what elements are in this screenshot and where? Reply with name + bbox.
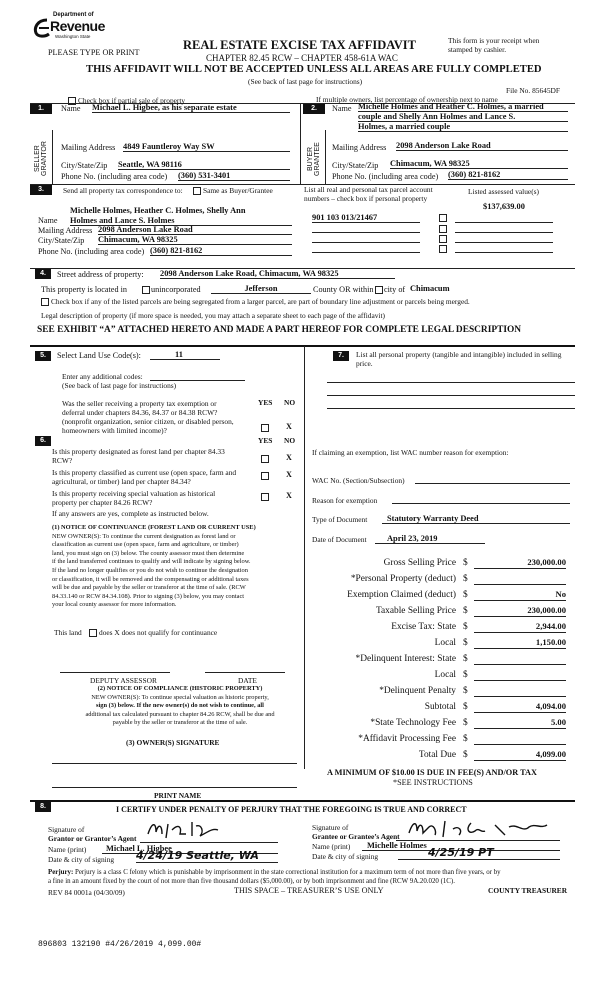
unincorporated-checkbox[interactable] (142, 286, 150, 294)
segregated-checkbox[interactable] (41, 298, 49, 306)
grantee-sig-label-2: Grantee or Grantee’s Agent (312, 832, 400, 841)
city-of-label: city of (384, 285, 406, 294)
form-revision: REV 84 0001a (04/30/09) (48, 888, 125, 897)
grantor-sig-label-1: Signature of (48, 825, 85, 834)
personal-property-checkbox-1[interactable] (439, 214, 447, 222)
tax-line-label: *Personal Property (deduct) (350, 574, 456, 584)
exemption-yes-checkbox[interactable] (261, 424, 269, 432)
qualify-checkbox[interactable] (89, 629, 97, 637)
street-address[interactable]: 2098 Anderson Lake Road, Chimacum, WA 98325 (160, 269, 395, 279)
seller-name[interactable]: Michael L. Higbee, as his separate estate (92, 103, 290, 113)
historic-q-line1: Is this property receiving special valuation as historical (52, 489, 216, 498)
treasurer-space: THIS SPACE – TREASURER’S USE ONLY (234, 886, 384, 895)
currency-sign: $ (463, 718, 468, 728)
certify-statement: I CERTIFY UNDER PENALTY OF PERJURY THAT THE FOREGOING IS TRUE AND CORRECT (116, 805, 467, 814)
notice-compliance (60, 685, 300, 728)
file-number: File No. 85645DF (506, 86, 560, 95)
multi-owners-note: If multiple owners, list percentage of ownership next to name (316, 95, 498, 104)
owner-signature-label: (3) OWNER(S) SIGNATURE (126, 738, 220, 747)
historic-q-line2: property per chapter 84.26 RCW? (52, 498, 153, 507)
tax-corr-name-label: Name (38, 216, 58, 225)
receipt-note: This form is your receipt when stamped by cashier. (448, 36, 540, 54)
nc-line9: your local county assessor for more information. (52, 601, 177, 609)
nc-line3: land, you must sign on (3) below. The county assessor must then determine (52, 549, 245, 557)
notice-continuance (52, 524, 256, 610)
tax-line-value[interactable]: 1,150.00 (474, 637, 566, 649)
seller-phone-label: Phone No. (including area code) (61, 172, 168, 181)
tax-line-label: *Delinquent Interest: State (355, 654, 456, 664)
buyer-name-line3[interactable]: Holmes, a married couple (358, 122, 568, 132)
buyer-mail-label: Mailing Address (332, 143, 387, 152)
exhibit-reference: SEE EXHIBIT “A” ATTACHED HERETO AND MADE A PART HEREOF FOR COMPLETE LEGAL DESCRIPTION (37, 325, 522, 335)
perjury-notice (48, 868, 501, 886)
tax-corr-city-label: City/State/Zip (38, 236, 85, 245)
currency-sign: $ (463, 574, 468, 584)
tax-line-value[interactable]: 4,099.00 (474, 749, 566, 761)
partial-sale-label: Check box if partial sale of property (78, 96, 186, 105)
revenue-logo-icon (33, 18, 51, 38)
county-or-label: County OR within (313, 285, 374, 294)
sec5-no-header: NO (284, 398, 296, 407)
tax-line-value[interactable]: 2,944.00 (474, 621, 566, 633)
minimum-due: A MINIMUM OF $10.00 IS DUE IN FEE(S) AND/OR TAX (327, 768, 538, 777)
see-back: (See back of last page for instructions) (248, 77, 363, 86)
city-checkbox[interactable] (375, 286, 383, 294)
seller-side-label: SELLER GRANTOR (34, 141, 48, 177)
exemption-no-mark[interactable]: X (286, 422, 292, 431)
forest-q-line1: Is this property designated as forest land per chapter 84.33 (52, 447, 225, 456)
assessed-value[interactable]: $137,639.00 (483, 202, 525, 211)
document-type-label: Type of Document (312, 515, 368, 524)
qualify-label: does X does not qualify for continuance (99, 628, 218, 637)
this-land-label: This land (54, 628, 82, 637)
seller-phone[interactable]: (360) 531-3401 (178, 171, 290, 181)
grantor-sig-label-2: Grantor or Grantor’s Agent (48, 834, 137, 843)
buyer-phone[interactable]: (360) 821-8162 (448, 170, 568, 180)
parcel-number[interactable]: 901 103 013/21467 (312, 213, 420, 223)
tax-corr-name-line2[interactable]: Holmes and Lance S. Holmes (70, 216, 292, 226)
hist-line1: NEW OWNER(S): To continue special valuation as historic property, (91, 693, 269, 701)
tax-corr-name-line1[interactable]: Michelle Holmes, Heather C. Holmes, Shelly Ann (70, 206, 246, 215)
currency-sign: $ (463, 734, 468, 744)
print-name-label: PRINT NAME (154, 791, 202, 800)
buyer-name-line2[interactable]: couple and Shelly Ann Holmes and Lance S. (358, 112, 568, 122)
tax-line-label: *State Technology Fee (370, 718, 456, 728)
hist-line3: additional tax calculated pursuant to chapter 84.26 RCW, shall be due and (85, 710, 275, 718)
tax-line-value[interactable] (474, 733, 566, 745)
tax-line-label: Taxable Selling Price (375, 606, 456, 616)
unincorporated-label: unincorporated (151, 285, 201, 294)
current-use-no-mark[interactable]: X (286, 470, 292, 479)
tax-line-value[interactable]: 4,094.00 (474, 701, 566, 713)
land-use-label: Select Land Use Code(s): (57, 351, 141, 360)
segregated-label: Check box if any of the listed parcels are being segregated from a larger parcel, are part of boundary line adjustment or parcels being merged. (51, 297, 470, 306)
currency-sign: $ (463, 670, 468, 680)
tax-line-label: *Affidavit Processing Fee (358, 734, 456, 744)
additional-codes-see-back: (See back of last page for instructions) (62, 381, 177, 390)
nc-line1: NEW OWNER(S): To continue the current designation as forest land or (52, 532, 236, 540)
parcels-label: List all real and personal tax parcel account numbers – check box if personal property (304, 185, 433, 203)
buyer-name-label: Name (332, 104, 352, 113)
nc-line7: will be due and payable by the seller or transferor at the time of sale. (RCW (52, 584, 246, 592)
hist-title: (2) NOTICE OF COMPLIANCE (HISTORIC PROPERTY) (97, 685, 263, 692)
city-name[interactable]: Chimacum (410, 284, 450, 293)
section-2-number: 2. (303, 104, 325, 114)
tax-corr-label: Send all property tax correspondence to: (63, 186, 183, 195)
forest-question (52, 447, 225, 465)
seller-mail[interactable]: 4849 Fauntleroy Way SW (123, 142, 290, 152)
forest-no-mark[interactable]: X (286, 453, 292, 462)
see-instructions: *SEE INSTRUCTIONS (393, 778, 473, 787)
revenue-logo (33, 12, 103, 42)
document-date[interactable]: April 23, 2019 (375, 534, 485, 544)
tax-corr-phone[interactable]: (360) 821-8162 (150, 246, 292, 256)
hist-line4: payable by the seller or transferor at the time of sale. (112, 719, 248, 727)
nc-line6: or classification, it will be removed and the compensating or additional taxes (52, 575, 249, 583)
logo-dept: Department of (53, 12, 94, 18)
current-use-question (52, 468, 236, 486)
seller-mail-label: Mailing Address (61, 143, 116, 152)
buyer-side-label: BUYER GRANTEE (307, 142, 321, 176)
tax-line-label: Excise Tax: State (391, 622, 456, 632)
tax-corr-phone-label: Phone No. (including area code) (38, 247, 145, 256)
tax-line-label: Total Due (418, 750, 456, 760)
nc-line4: if the land transferred continues to qualify and will indicate by signing below. (52, 558, 251, 566)
form-warning: THIS AFFIDAVIT WILL NOT BE ACCEPTED UNLESS ALL AREAS ARE FULLY COMPLETED (86, 64, 542, 75)
deputy-date-label: DATE (238, 676, 257, 685)
grantor-date-city[interactable]: 4/24/19 Seattle, WA (136, 849, 278, 863)
seller-city[interactable]: Seattle, WA 98116 (118, 160, 290, 170)
tax-line-value[interactable] (474, 669, 566, 681)
exemption-q-line3: (nonprofit organization, senior citizen, or disabled person, (62, 417, 234, 426)
buyer-city-label: City/State/Zip (332, 161, 379, 170)
currency-sign: $ (463, 654, 468, 664)
deputy-assessor-label: DEPUTY ASSESSOR (90, 676, 157, 685)
form-chapter: CHAPTER 82.45 RCW – CHAPTER 458-61A WAC (206, 53, 398, 63)
section-8-number: 8. (35, 802, 51, 812)
grantee-sig-label-1: Signature of (312, 823, 349, 832)
exemption-question (62, 399, 234, 435)
tax-corr-mail[interactable]: 2098 Anderson Lake Road (98, 225, 292, 235)
seller-city-label: City/State/Zip (61, 161, 108, 170)
personal-property-checkbox-3[interactable] (439, 235, 447, 243)
tax-line-value[interactable]: 230,000.00 (474, 605, 566, 617)
nc-title: (1) NOTICE OF CONTINUANCE (FOREST LAND OR CURRENT USE) (52, 524, 256, 531)
if-yes-note: If any answers are yes, complete as instructed below. (52, 509, 209, 518)
historic-no-mark[interactable]: X (286, 491, 292, 500)
grantor-date-label: Date & city of signing (48, 855, 115, 864)
sec6-no-header: NO (284, 436, 296, 445)
historic-yes-checkbox[interactable] (261, 493, 269, 501)
perjury-bold: Perjury: (48, 869, 74, 876)
tax-line-label: Exemption Claimed (deduct) (347, 590, 456, 600)
currency-sign: $ (463, 622, 468, 632)
currency-sign: $ (463, 686, 468, 696)
forest-q-line2: RCW? (52, 456, 73, 465)
current-use-yes-checkbox[interactable] (261, 472, 269, 480)
buyer-phone-label: Phone No. (including area code) (332, 172, 439, 181)
tax-line-value[interactable]: 5.00 (474, 717, 566, 729)
current-use-q-line1: Is this property classified as current use (open space, farm and (52, 468, 237, 477)
sec5-yes-header: YES (258, 398, 273, 407)
legal-description-label: Legal description of property (if more space is needed, you may attach a separate sheet to each page of the affidavit) (41, 311, 385, 320)
logo-name: Revenue (50, 18, 105, 34)
tax-line-value[interactable]: 230,000.00 (474, 557, 566, 569)
wac-number-label: WAC No. (Section/Subsection) (312, 476, 405, 485)
please-type: PLEASE TYPE OR PRINT (48, 48, 140, 57)
exemption-wac-label: If claiming an exemption, list WAC number reason for exemption: (312, 448, 509, 457)
exemption-reason-label: Reason for exemption (312, 496, 378, 505)
section-4-number: 4. (35, 269, 51, 279)
tax-corr-city[interactable]: Chimacum, WA 98325 (98, 235, 292, 245)
street-address-label: Street address of property: (57, 270, 144, 279)
nc-line8: 84.33.140 or RCW 84.34.108). Prior to signing (3) below, you may contact (52, 592, 245, 600)
tax-line-label: Gross Selling Price (383, 558, 456, 568)
nc-line5: If the land no longer qualifies or you do not wish to continue the designation (52, 566, 248, 574)
tax-line-value[interactable] (474, 685, 566, 697)
county-name[interactable]: Jefferson (211, 284, 311, 294)
currency-sign: $ (463, 590, 468, 600)
perjury-text: Perjury is a class C felony which is punishable by imprisonment in the state correctional institution for a maximum term of not more than five years, or by (73, 869, 501, 876)
pp-line2: price. (356, 359, 373, 368)
same-as-buyer-label: Same as Buyer/Grantee (203, 186, 273, 195)
grantee-name-label: Name (print) (312, 842, 351, 851)
pp-line1: List all personal property (tangible and intangible) included in selling (356, 350, 562, 359)
section-7-number: 7. (333, 351, 349, 361)
personal-property-label (356, 350, 561, 368)
seller-name-label: Name (61, 104, 81, 113)
cashier-stamp: 896803 132190 #4/26/2019 4,099.00# (38, 940, 202, 949)
currency-sign: $ (463, 558, 468, 568)
additional-codes-label: Enter any additional codes: (62, 372, 143, 381)
current-use-q-line2: agricultural, or timber) land per chapter 84.34? (52, 477, 191, 486)
section-6-number: 6. (35, 436, 51, 446)
grantee-signature[interactable] (405, 817, 555, 841)
land-use-code[interactable]: 11 (150, 350, 220, 360)
personal-property-checkbox-4[interactable] (439, 245, 447, 253)
historic-question (52, 489, 215, 507)
currency-sign: $ (463, 750, 468, 760)
sec6-yes-header: YES (258, 436, 273, 445)
logo-state: Washington State (55, 34, 91, 39)
tax-corr-mail-label: Mailing Address (38, 226, 93, 235)
section-5-number: 5. (35, 351, 51, 361)
nc-line2: classification as current use (open space, farm and agriculture, or timber) (52, 541, 239, 549)
document-date-label: Date of Document (312, 535, 367, 544)
exemption-q-line4: homeowners with limited income)? (62, 426, 167, 435)
personal-property-checkbox-2[interactable] (439, 225, 447, 233)
grantor-name-label: Name (print) (48, 845, 87, 854)
tax-line-label: Local (434, 638, 456, 648)
currency-sign: $ (463, 638, 468, 648)
currency-sign: $ (463, 606, 468, 616)
grantee-name[interactable]: Michelle Holmes (362, 841, 560, 851)
tax-line-label: Subtotal (424, 702, 456, 712)
perjury-text-2: a fine in an amount fixed by the court of not more than five thousand dollars ($5,000.00), or by both imprisonment and fine (RCW 9A.20.020 (1C). (48, 878, 455, 885)
form-title: REAL ESTATE EXCISE TAX AFFIDAVIT (183, 38, 416, 52)
tax-line-label: *Delinquent Penalty (379, 686, 456, 696)
same-as-buyer-checkbox[interactable] (193, 187, 201, 195)
exemption-q-line2: deferral under chapters 84.36, 84.37 or 84.38 RCW? (62, 408, 218, 417)
section-3-number: 3. (30, 185, 52, 195)
tax-line-value[interactable] (474, 573, 566, 585)
grantee-date-city[interactable]: 4/25/19 PT (398, 846, 560, 860)
tax-line-label: Local (434, 670, 456, 680)
tax-line-value[interactable]: No (474, 589, 566, 601)
forest-yes-checkbox[interactable] (261, 455, 269, 463)
currency-sign: $ (463, 702, 468, 712)
section-1-number: 1. (30, 104, 52, 114)
buyer-name-line1[interactable]: Michelle Holmes and Heather C. Holmes, a married (358, 102, 568, 112)
buyer-mail[interactable]: 2098 Anderson Lake Road (396, 141, 568, 151)
located-label: This property is located in (41, 285, 127, 294)
exemption-q-line1: Was the seller receiving a property tax exemption or (62, 399, 217, 408)
grantor-name[interactable]: Michael L. Higbee (102, 844, 278, 854)
county-treasurer-label: COUNTY TREASURER (488, 886, 568, 895)
grantee-date-label: Date & city of signing (312, 852, 379, 861)
document-type[interactable]: Statutory Warranty Deed (382, 514, 570, 524)
buyer-city[interactable]: Chimacum, WA 98325 (390, 159, 568, 169)
hist-line2: sign (3) below. If the new owner(s) do not wish to continue, all (96, 702, 264, 710)
assessed-label: Listed assessed value(s) (468, 187, 540, 196)
tax-line-value[interactable] (474, 653, 566, 665)
